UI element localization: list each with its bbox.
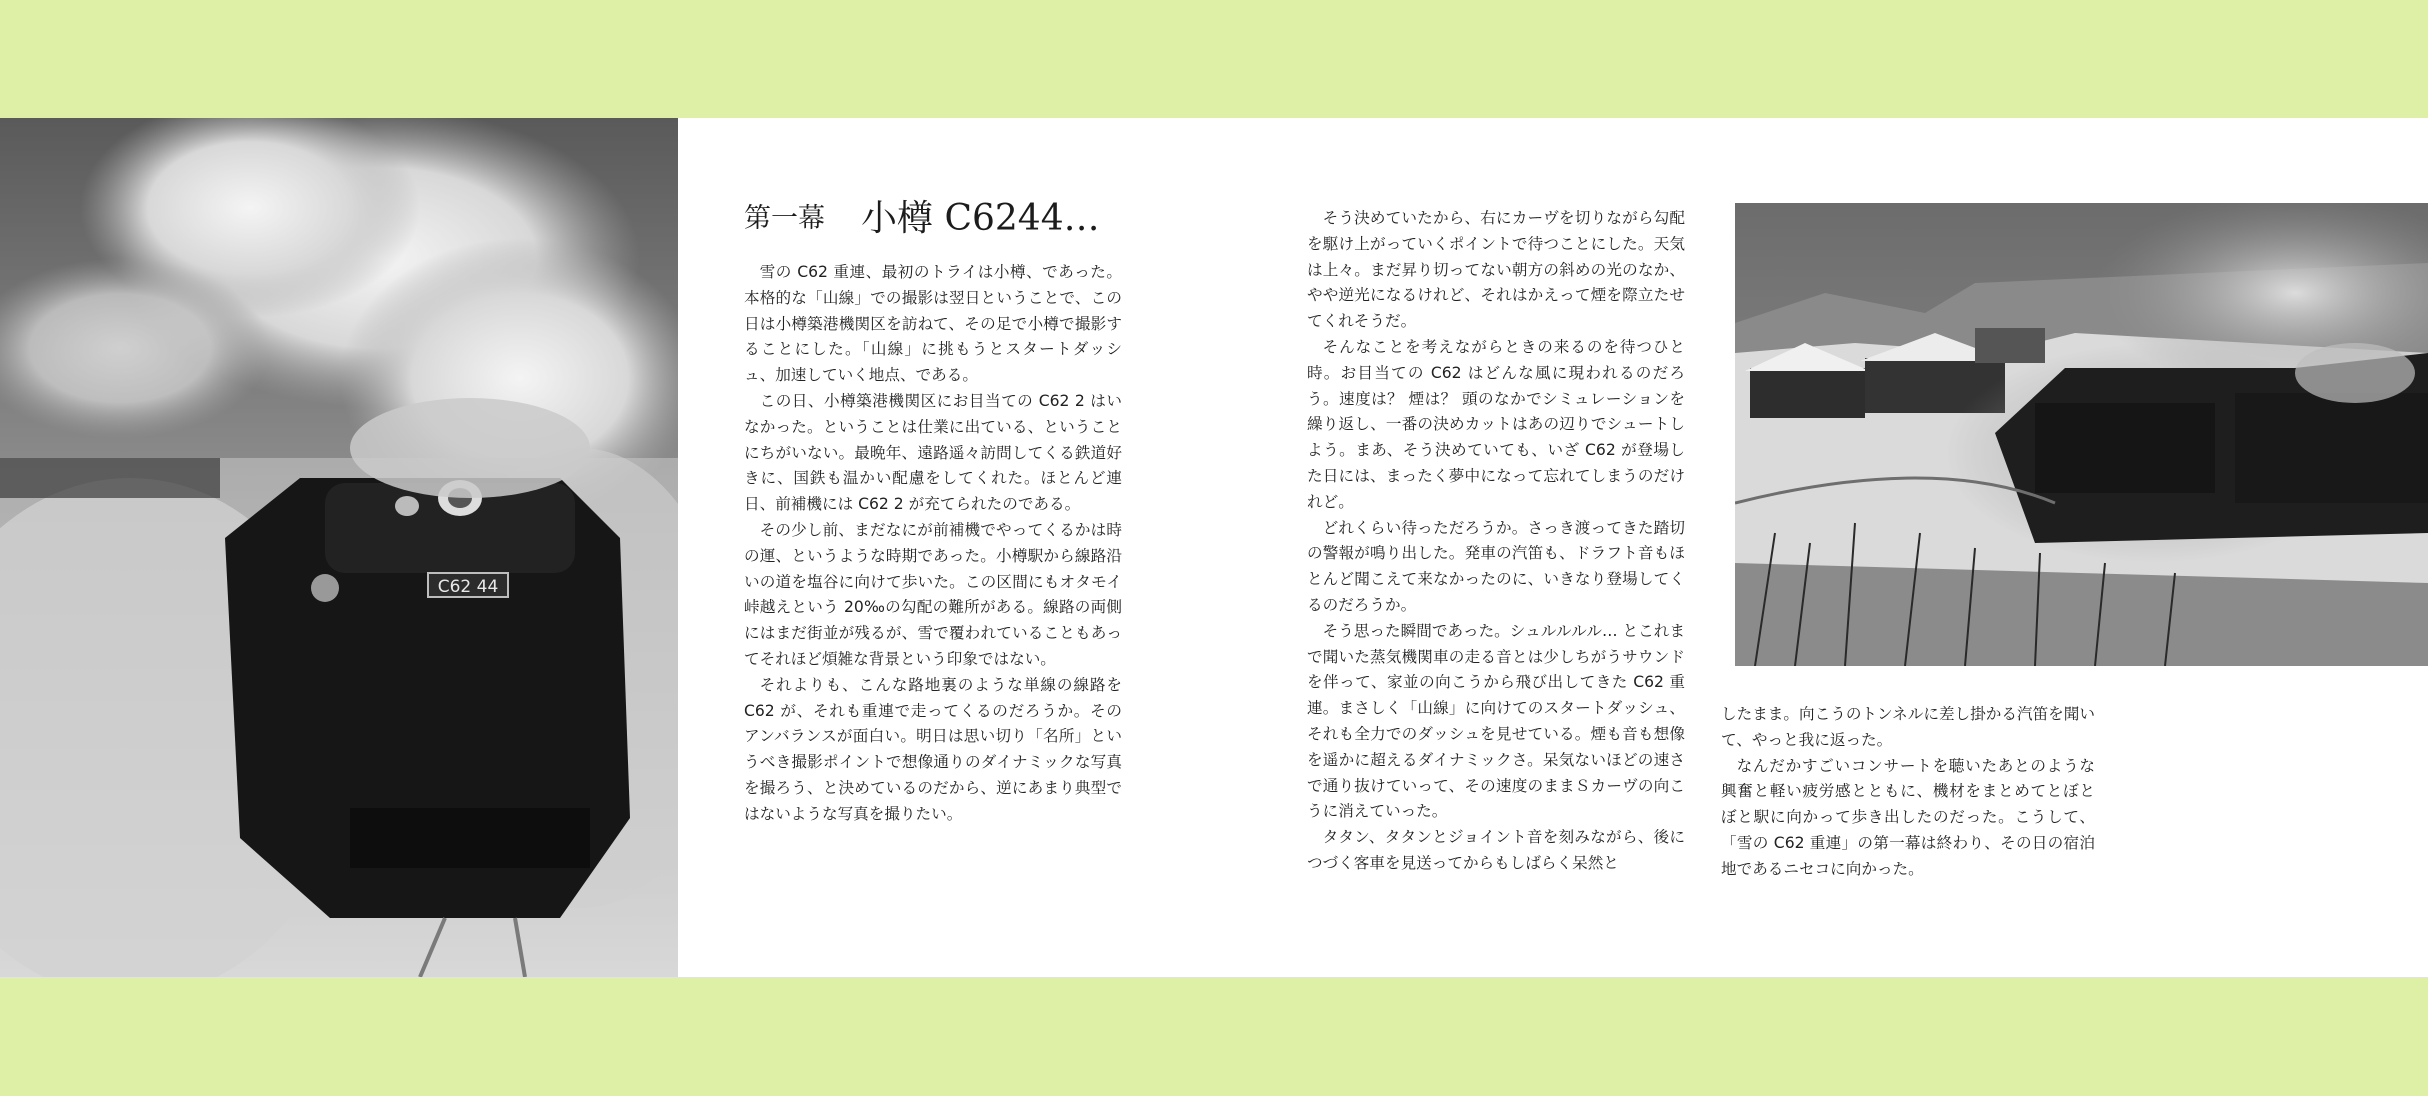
bottom-margin-band [0, 977, 2428, 1095]
text-column-3 [1721, 702, 2095, 883]
paragraph: それよりも、こんな路地裏のような単線の線路を C62 が、それも重連で走ってくるのだろうか。そのアンバランスが面白い。明日は思い切り「名所」というべき撮影ポイントで想像通りのダイナミックな写真を撮ろう、と決めているのだから、逆にあまり典型ではないような写真を撮りたい。 [744, 675, 1122, 823]
chapter-title: 小樽 C6244… [861, 198, 1100, 239]
paragraph: そう思った瞬間であった。シュルルルル… とこれまで聞いた蒸気機関車の走る音とは少しちがうサウンドを伴って、家並の向こうから飛び出してきた C62 重連。まさしく「山線」に向けてのスタートダッシュ、それも全力でのダッシュを見せている。煙も音も想像を遥かに超えるダイナミックさ。呆気ないほどの速さで通り抜けていって、その速度のままＳカーヴの向こうに消えていった。 [1307, 621, 1685, 821]
paragraph-continuation: したまま。向こうのトンネルに差し掛かる汽笛を聞いて、やっと我に返った。 [1721, 705, 2095, 749]
locomotive-plate-text: C62 44 [437, 577, 499, 597]
paragraph: その少し前、まだなにが前補機でやってくるかは時の運、というような時期であった。小樽駅から線路沿いの道を塩谷に向けて歩いた。この区間にもオタモイ峠越えという 20‰の勾配の難所がある。線路の両側にはまだ街並が残るが、雪で覆われていることもあってそれほど煩雑な背景という印象ではない。 [744, 520, 1122, 668]
chapter-act-label: 第一幕 [744, 203, 825, 234]
paragraph: そんなことを考えながらときの来るのを待つひと時。お目当ての C62 はどんな風に現われるのだろう。速度は？ 煙は？ 頭のなかでシミュレーションを繰り返し、一番の決めカットはあの辺りでシュートしよう。まあ、そう決めていても、いざ C62 が登場した日には、まったく夢中になって忘れてしまうのだけれど。 [1307, 337, 1685, 511]
paragraph: そう決めていたから、右にカーヴを切りながら勾配を駆け上がっていくポイントで待つことにした。天気は上々。まだ昇り切ってない朝方の斜めの光のなか、やや逆光になるけれど、それはかえって煙を際立たせてくれそうだ。 [1307, 209, 1685, 331]
text-column-1 [744, 260, 1122, 828]
text-column-2 [1307, 206, 1685, 877]
magazine-spread [0, 118, 2428, 977]
paragraph: どれくらい待っただろうか。さっき渡ってきた踏切の警報が鳴り出した。発車の汽笛も、ドラフト音もほとんど聞こえて来なかったのに、いきなり登場してくるのだろうか。 [1307, 518, 1685, 614]
chapter-heading [744, 190, 1164, 240]
paragraph: タタン、タタンとジョイント音を刻みながら、後につづく客車を見送ってからもしばらく呆然と [1307, 828, 1685, 872]
paragraph: この日、小樽築港機関区にお目当ての C62 2 はいなかった。ということは仕業に出ている、ということにちがいない。最晩年、遠路遥々訪問してくる鉄道好きに、国鉄も温かい配慮をしてくれた。ほとんど連日、前補機には C62 2 が充てられたのである。 [744, 391, 1122, 514]
paragraph: 雪の C62 重連、最初のトライは小樽、であった。本格的な「山線」での撮影は翌日ということで、この日は小樽築港機関区を訪ねて、その足で小樽で撮影することにした。「山線」に挑もうとスタートダッシュ、加速していく地点、である。 [744, 263, 1122, 385]
paragraph: なんだかすごいコンサートを聴いたあとのような興奮と軽い疲労感とともに、機材をまとめてとぼとぼと駅に向かって歩き出したのだった。こうして、「雪の C62 重連」の第一幕は終わり、その日の宿泊地であるニセコに向かった。 [1721, 756, 2095, 878]
locomotive-photo [0, 118, 678, 977]
top-margin-band [0, 0, 2428, 118]
double-header-photo [1735, 203, 2428, 666]
